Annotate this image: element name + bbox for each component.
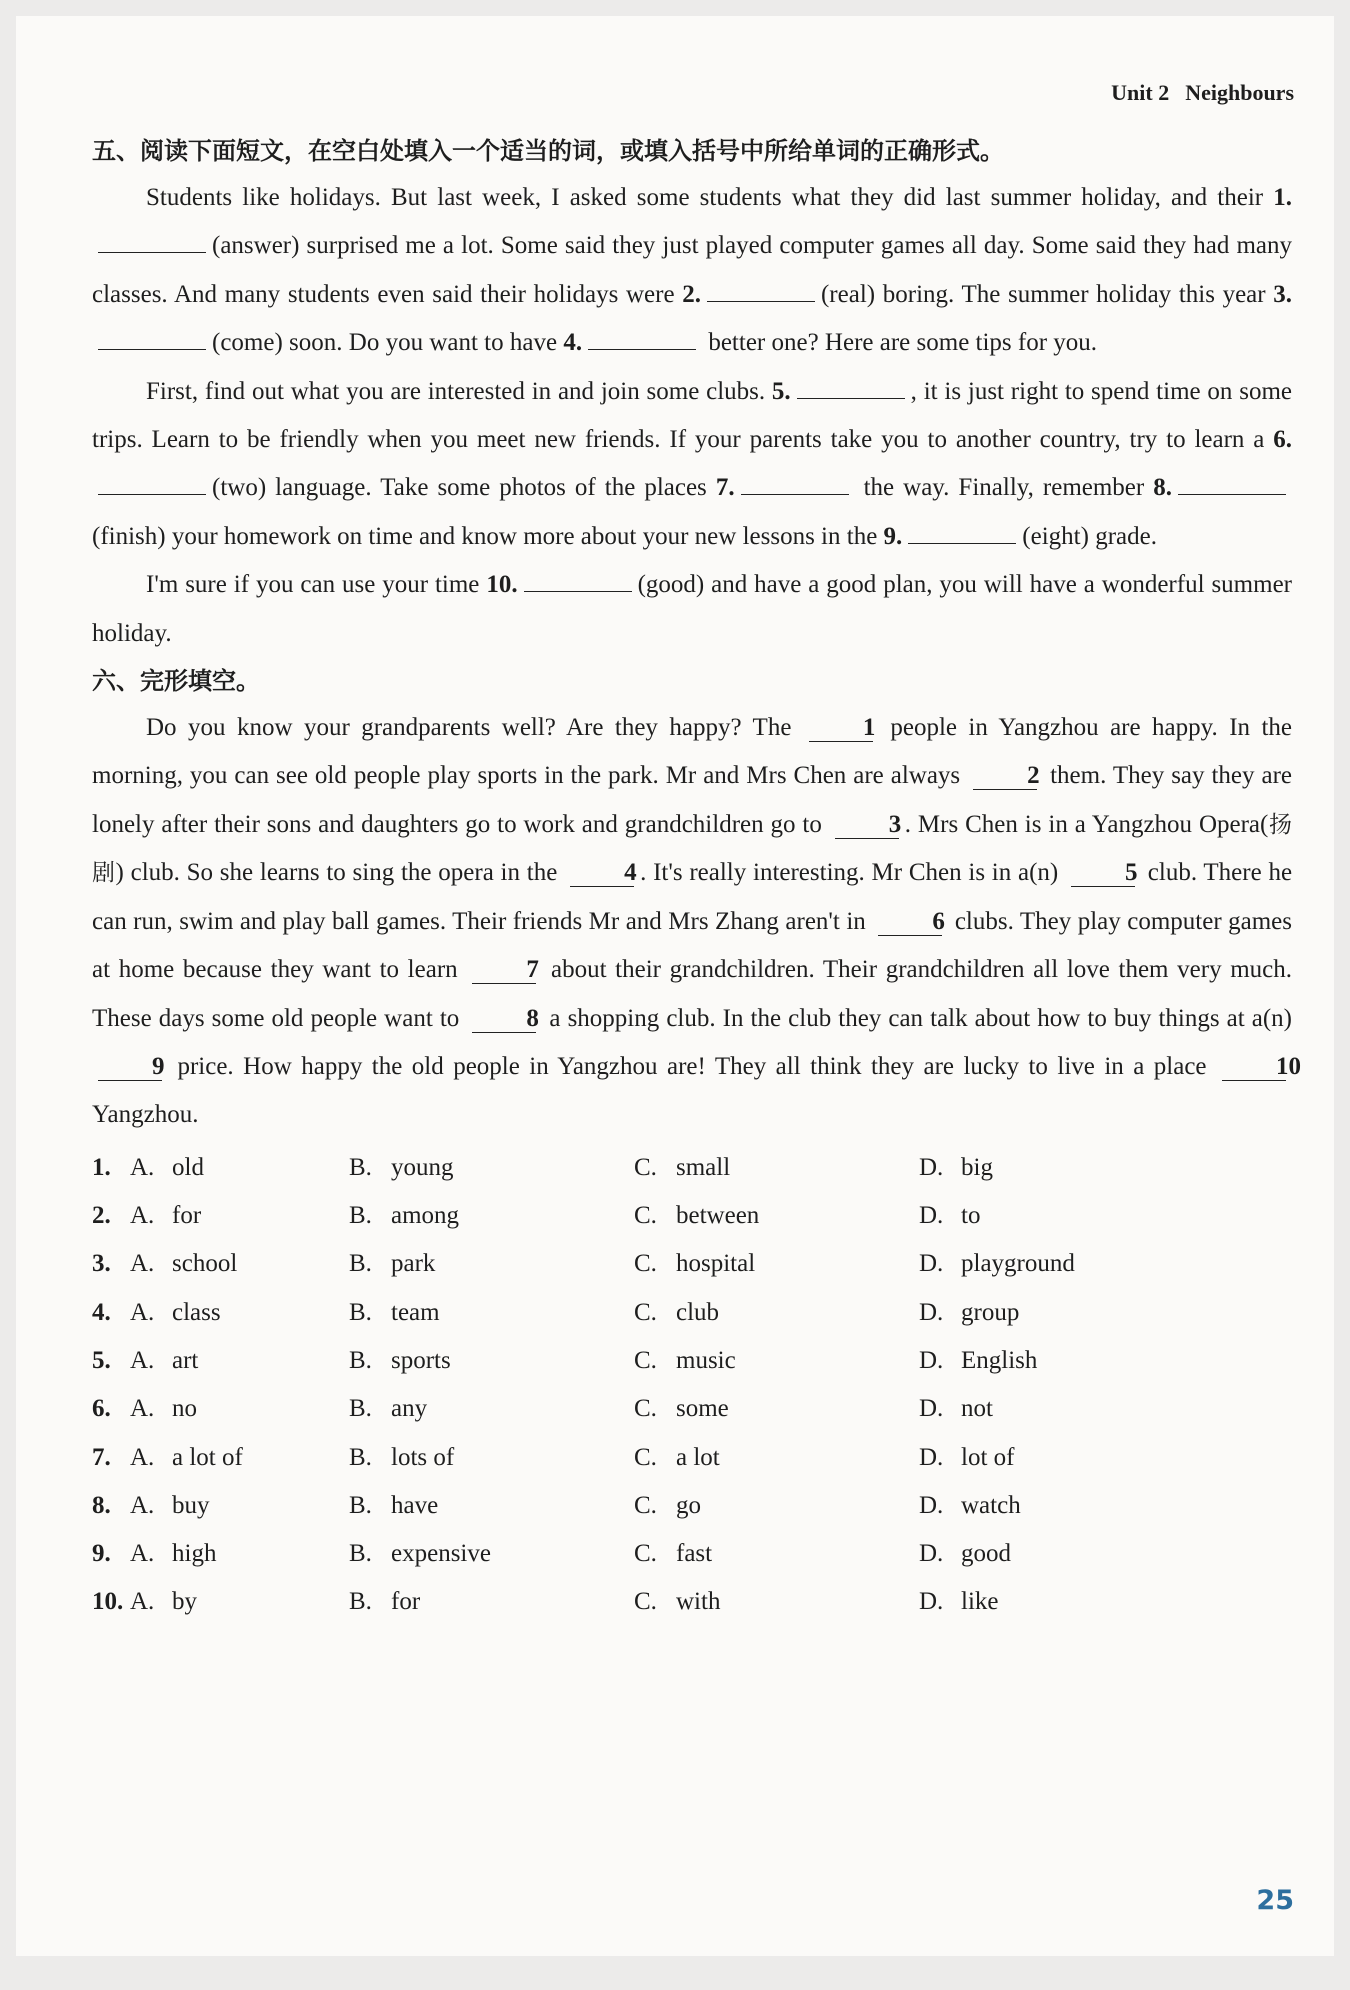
answer-blank[interactable] [797, 374, 905, 399]
option-text: for [172, 1202, 202, 1230]
option-a[interactable] [130, 1530, 349, 1578]
option-text: watch [961, 1491, 1021, 1519]
option-text: young [391, 1153, 454, 1181]
option-letter: D. [919, 1250, 944, 1278]
option-b[interactable] [349, 1192, 634, 1240]
blank-number: 9. [883, 522, 903, 550]
answer-blank[interactable] [98, 228, 206, 253]
option-letter: B. [349, 1491, 372, 1519]
option-letter: C. [634, 1153, 657, 1181]
option-row [92, 1289, 1292, 1337]
option-text: playground [961, 1250, 1075, 1278]
option-text: not [961, 1395, 993, 1423]
cloze-blank[interactable]: 1 [809, 715, 873, 742]
option-text: school [172, 1250, 238, 1278]
cloze-options [92, 1144, 1292, 1627]
blank-number: 10. [486, 571, 518, 599]
option-d[interactable] [919, 1578, 1204, 1626]
option-letter: D. [919, 1395, 944, 1423]
option-text: big [961, 1153, 993, 1181]
option-text: some [676, 1395, 729, 1423]
option-letter: A. [130, 1395, 155, 1423]
option-letter: C. [634, 1298, 657, 1326]
option-letter: D. [919, 1443, 944, 1471]
blank-number: 3. [1273, 280, 1292, 308]
cloze-blank[interactable]: 4 [570, 860, 634, 887]
section5-paragraph-3: I'm sure if you can use your time 10. (good) and have a good plan, you will have a wonderful summer holiday. [92, 561, 1292, 658]
option-text: art [172, 1346, 199, 1374]
option-d[interactable] [919, 1240, 1204, 1288]
option-c[interactable] [634, 1385, 919, 1433]
word-hint: (good) [637, 571, 705, 599]
section5-paragraph-2: First, find out what you are interested in and join some clubs. 5. , it is just right to spend time on some trips. Learn to be friendly when you meet new friends. If your parents take you to another country, try to learn a 6.(two) language. Take some photos of the places 7. the way. Finally, remember 8.(finish) your homework on time and know more about your new lessons in the 9. (eight) grade. [92, 368, 1292, 562]
option-c[interactable] [634, 1434, 919, 1482]
option-d[interactable] [919, 1337, 1204, 1385]
answer-blank[interactable] [588, 325, 696, 350]
cloze-blank[interactable]: 9 [98, 1054, 162, 1081]
option-text: between [676, 1202, 760, 1230]
option-letter: A. [130, 1346, 155, 1374]
option-d[interactable] [919, 1289, 1204, 1337]
word-hint: (finish) [92, 522, 166, 550]
blank-number: 5. [771, 377, 791, 405]
option-text: group [961, 1298, 1020, 1326]
option-letter: A. [130, 1250, 155, 1278]
option-text: like [961, 1588, 999, 1616]
option-text: with [676, 1588, 721, 1616]
cloze-passage: Do you know your grandparents well? Are they happy? The 1 people in Yangzhou are happy. In the morning, you can see old people play sports in the park. Mr and Mrs Chen are always 2 them. They say they are lonely after their sons and daughters go to work and grandchildren go to 3 . Mrs Chen is in a Yangzhou Opera(扬剧) club. So she learns to sing the opera in the 4 . It's really interesting. Mr Chen is in a(n) 5 club. There he can run, swim and play ball games. Their friends Mr and Mrs Zhang aren't in 6 clubs. They play computer games at home because they want to learn 7 about their grandchildren. Their grandchildren all love them very much. These days some old people want to 8 a shopping club. In the club they can talk about how to buy things at a(n) 9 price. How happy the old people in Yangzhou are! They all think they are lucky to live in a place 10 Yangzhou. [92, 714, 1301, 1129]
option-letter: B. [349, 1395, 372, 1423]
option-row [92, 1192, 1292, 1240]
option-letter: B. [349, 1588, 372, 1616]
option-b[interactable] [349, 1385, 634, 1433]
option-c[interactable] [634, 1240, 919, 1288]
option-a[interactable] [130, 1434, 349, 1482]
option-row [92, 1434, 1292, 1482]
option-letter: B. [349, 1346, 372, 1374]
option-a[interactable] [130, 1337, 349, 1385]
question-number: 10. [92, 1588, 124, 1616]
option-letter: A. [130, 1443, 155, 1471]
option-b[interactable] [349, 1240, 634, 1288]
option-text: hospital [676, 1250, 756, 1278]
option-text: park [391, 1250, 436, 1278]
blank-number: 1. [1273, 184, 1292, 211]
option-letter: C. [634, 1588, 657, 1616]
option-b[interactable] [349, 1289, 634, 1337]
option-text: English [961, 1346, 1038, 1374]
answer-blank[interactable] [741, 470, 849, 495]
word-hint: (come) [212, 329, 283, 357]
option-row [92, 1385, 1292, 1433]
option-text: go [676, 1491, 701, 1519]
question-number: 5. [92, 1346, 111, 1374]
option-b[interactable] [349, 1482, 634, 1530]
section5-paragraph-1: Students like holidays. But last week, I asked some students what they did last summer holiday, and their 1.(answer) surprised me a lot. Some said they just played computer games all day. Some said they had many classes. And many students even said their holidays were 2. (real) boring. The summer holiday this year 3.(come) soon. Do you want to have 4. better one? Here are some tips for you. [92, 184, 1292, 357]
option-b[interactable] [349, 1144, 634, 1192]
option-text: high [172, 1540, 217, 1568]
unit-label: Unit 2 [1111, 80, 1170, 105]
option-a[interactable] [130, 1240, 349, 1288]
cloze-blank[interactable]: 2 [973, 763, 1037, 790]
option-c[interactable] [634, 1289, 919, 1337]
cloze-blank[interactable]: 10 [1222, 1054, 1286, 1081]
option-a[interactable] [130, 1482, 349, 1530]
word-hint: (two) [212, 474, 267, 502]
blank-number: 2. [682, 280, 701, 308]
option-text: among [391, 1202, 460, 1230]
answer-blank[interactable] [524, 567, 632, 592]
option-b[interactable] [349, 1578, 634, 1626]
option-letter: C. [634, 1202, 657, 1230]
blank-number: 8. [1153, 474, 1172, 502]
option-row [92, 1337, 1292, 1385]
option-b[interactable] [349, 1530, 634, 1578]
chinese-annotation: 扬剧 [92, 811, 1292, 887]
cloze-blank[interactable]: 5 [1071, 860, 1135, 887]
option-text: old [172, 1153, 204, 1181]
answer-blank[interactable] [98, 470, 206, 495]
textbook-page [16, 16, 1334, 1956]
option-row [92, 1240, 1292, 1288]
option-a[interactable] [130, 1289, 349, 1337]
option-letter: A. [130, 1202, 155, 1230]
option-text: no [172, 1395, 197, 1423]
option-text: club [676, 1298, 720, 1326]
option-d[interactable] [919, 1192, 1204, 1240]
running-header [1111, 80, 1294, 106]
option-row [92, 1530, 1292, 1578]
option-letter: B. [349, 1250, 372, 1278]
question-number: 9. [92, 1540, 111, 1568]
section5-title: 五、阅读下面短文，在空白处填入一个适当的词，或填入括号中所给单词的正确形式。 [92, 137, 1004, 165]
option-c[interactable] [634, 1530, 919, 1578]
option-text: class [172, 1298, 221, 1326]
option-letter: D. [919, 1298, 944, 1326]
blank-number: 4. [563, 329, 583, 357]
page-body [92, 128, 1301, 1627]
option-a[interactable] [130, 1385, 349, 1433]
option-letter: D. [919, 1346, 944, 1374]
option-a[interactable] [130, 1578, 349, 1626]
option-text: good [961, 1540, 1011, 1568]
section6-title: 六、完形填空。 [92, 667, 260, 696]
question-number: 8. [92, 1491, 111, 1519]
option-text: expensive [391, 1540, 491, 1568]
option-a[interactable] [130, 1192, 349, 1240]
option-text: lot of [961, 1443, 1015, 1471]
option-c[interactable] [634, 1482, 919, 1530]
option-text: by [172, 1588, 197, 1616]
question-number: 6. [92, 1395, 111, 1423]
option-letter: C. [634, 1540, 657, 1568]
option-text: a lot [676, 1443, 720, 1471]
option-text: to [961, 1202, 981, 1230]
option-c[interactable] [634, 1144, 919, 1192]
option-row [92, 1482, 1292, 1530]
option-letter: A. [130, 1588, 155, 1616]
cloze-blank[interactable]: 6 [878, 909, 942, 936]
option-text: team [391, 1298, 440, 1326]
unit-title: Neighbours [1185, 80, 1294, 105]
question-number: 3. [92, 1250, 111, 1278]
option-letter: D. [919, 1202, 944, 1230]
answer-blank[interactable] [908, 519, 1016, 544]
word-hint: (answer) [212, 232, 300, 260]
page-number: 25 [1256, 1885, 1294, 1916]
answer-blank[interactable] [1178, 470, 1286, 495]
option-d[interactable] [919, 1530, 1204, 1578]
option-text: small [676, 1153, 731, 1181]
option-c[interactable] [634, 1337, 919, 1385]
option-letter: D. [919, 1491, 944, 1519]
option-b[interactable] [349, 1337, 634, 1385]
option-letter: B. [349, 1298, 372, 1326]
option-c[interactable] [634, 1578, 919, 1626]
option-text: any [391, 1395, 428, 1423]
option-letter: C. [634, 1443, 657, 1471]
question-number: 2. [92, 1202, 111, 1230]
option-text: a lot of [172, 1443, 243, 1471]
answer-blank[interactable] [98, 325, 206, 350]
option-letter: C. [634, 1491, 657, 1519]
word-hint: (real) [820, 280, 876, 308]
option-row [92, 1144, 1292, 1192]
cloze-blank[interactable]: 8 [472, 1006, 536, 1033]
option-letter: D. [919, 1588, 944, 1616]
option-letter: A. [130, 1491, 155, 1519]
option-text: fast [676, 1540, 713, 1568]
option-text: buy [172, 1491, 210, 1519]
option-letter: B. [349, 1202, 372, 1230]
option-text: for [391, 1588, 421, 1616]
option-d[interactable] [919, 1144, 1204, 1192]
option-text: have [391, 1491, 439, 1519]
blank-number: 6. [1273, 426, 1292, 454]
option-letter: A. [130, 1153, 155, 1181]
option-c[interactable] [634, 1192, 919, 1240]
blank-number: 7. [715, 474, 735, 502]
option-d[interactable] [919, 1434, 1204, 1482]
cloze-blank[interactable]: 3 [835, 812, 899, 839]
option-letter: A. [130, 1298, 155, 1326]
option-row [92, 1578, 1292, 1626]
cloze-blank[interactable]: 7 [472, 957, 536, 984]
question-number: 4. [92, 1298, 111, 1326]
option-letter: C. [634, 1395, 657, 1423]
option-letter: B. [349, 1443, 372, 1471]
option-d[interactable] [919, 1482, 1204, 1530]
option-letter: B. [349, 1540, 372, 1568]
option-b[interactable] [349, 1434, 634, 1482]
option-letter: C. [634, 1346, 657, 1374]
option-letter: A. [130, 1540, 155, 1568]
option-a[interactable] [130, 1144, 349, 1192]
question-number: 1. [92, 1153, 111, 1181]
option-text: sports [391, 1346, 451, 1374]
option-letter: B. [349, 1153, 372, 1181]
option-text: lots of [391, 1443, 455, 1471]
answer-blank[interactable] [707, 277, 815, 302]
word-hint: (eight) [1022, 522, 1089, 550]
option-letter: D. [919, 1540, 944, 1568]
option-letter: D. [919, 1153, 944, 1181]
option-letter: C. [634, 1250, 657, 1278]
option-text: music [676, 1346, 736, 1374]
option-d[interactable] [919, 1385, 1204, 1433]
question-number: 7. [92, 1443, 111, 1471]
